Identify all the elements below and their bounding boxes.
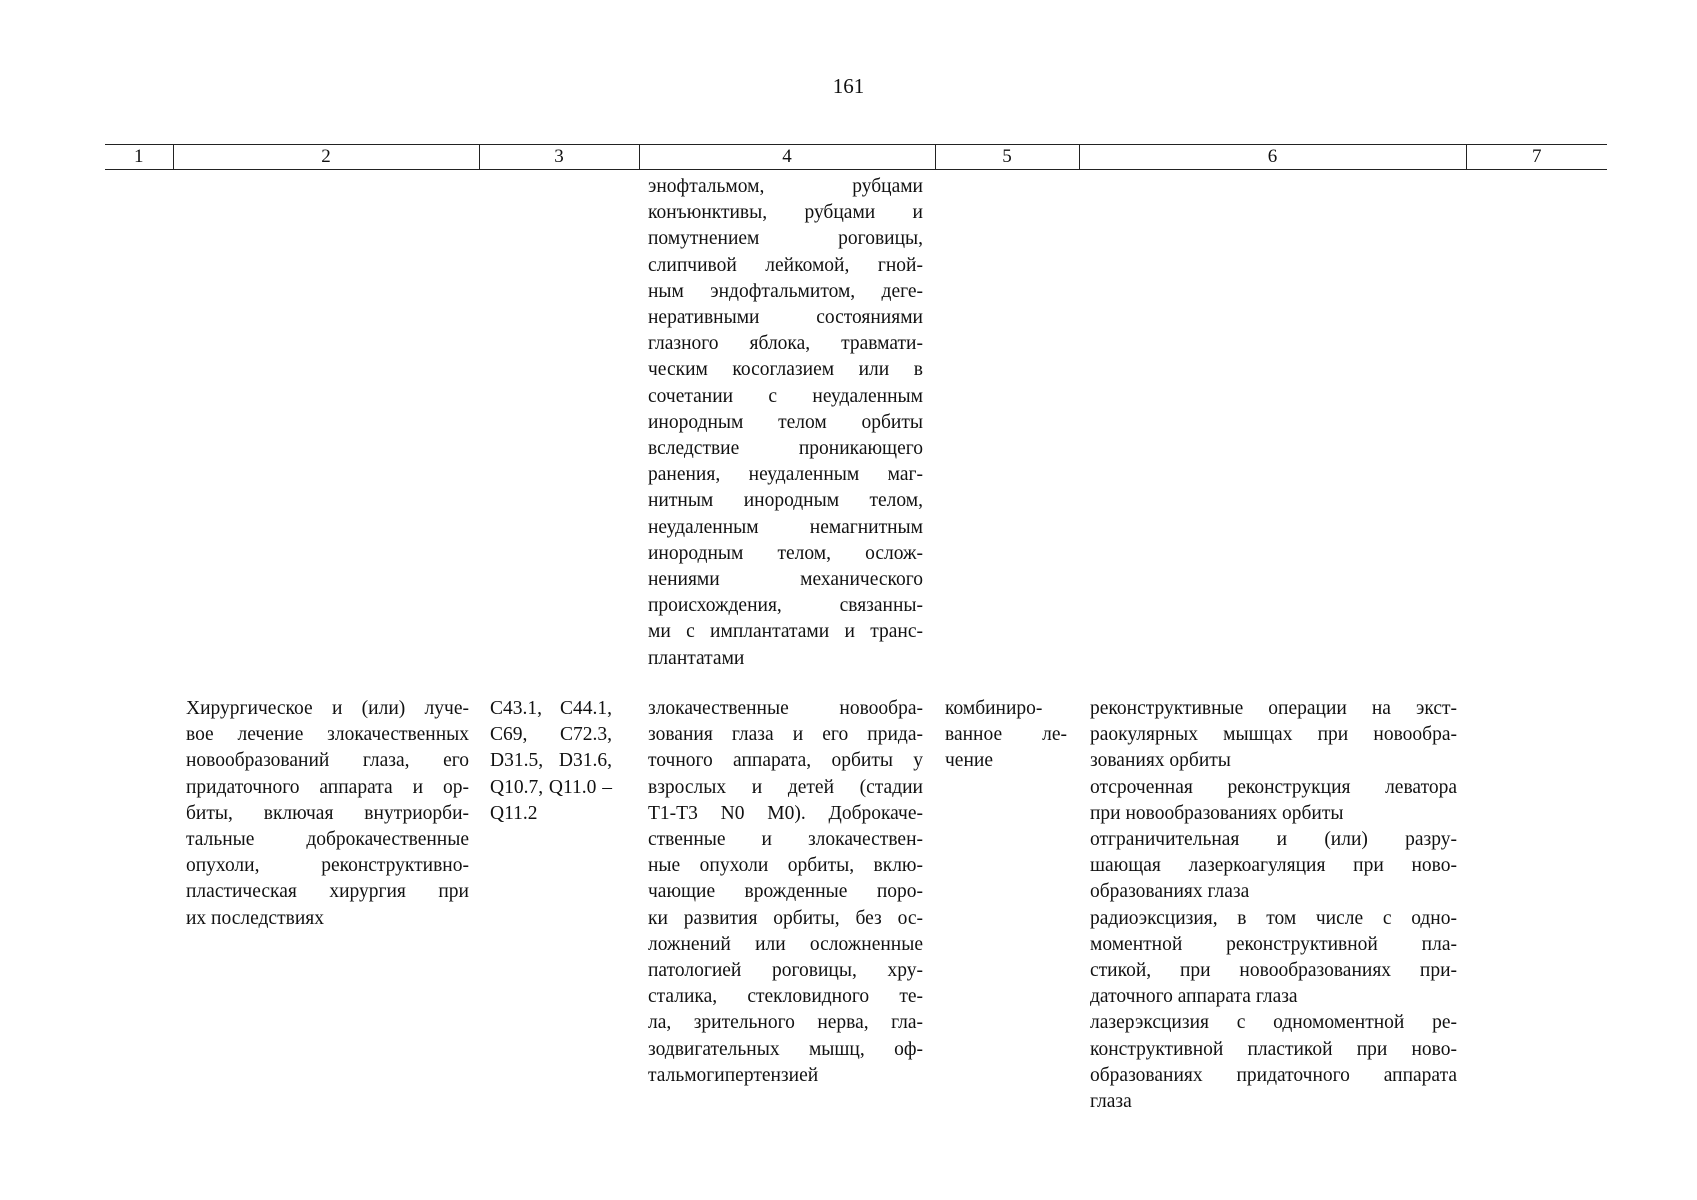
header-col-3: 3 bbox=[479, 145, 639, 170]
text-line: зодвигательных мышц, оф- bbox=[648, 1038, 923, 1060]
column-number-header bbox=[105, 144, 1607, 170]
text-line: ным эндофтальмитом, деге- bbox=[648, 280, 923, 302]
text-line: ческим косоглазием или в bbox=[648, 359, 923, 381]
header-col-4: 4 bbox=[639, 145, 935, 170]
text-line: плантатами bbox=[648, 647, 745, 669]
icd-codes-text bbox=[490, 696, 612, 827]
treatment-method-item bbox=[1090, 827, 1457, 906]
header-col-2: 2 bbox=[173, 145, 479, 170]
text-line: шающая лазеркоагуляция при ново- bbox=[1090, 855, 1457, 877]
text-line: помутнением роговицы, bbox=[648, 228, 923, 250]
treatment-method-item bbox=[1090, 1010, 1457, 1115]
text-line: пластическая хирургия при bbox=[186, 881, 469, 903]
text-line: неудаленным немагнитным bbox=[648, 516, 923, 538]
text-line: сочетании с неудаленным bbox=[648, 385, 923, 407]
text-line: ственные и злокачествен- bbox=[648, 829, 923, 851]
diagnosis-text bbox=[648, 696, 923, 1089]
header-col-7: 7 bbox=[1466, 145, 1607, 170]
text-line: C69, C72.3, bbox=[490, 724, 612, 746]
text-line: сталика, стекловидного те- bbox=[648, 986, 923, 1008]
text-line: отграничительная и (или) разру- bbox=[1090, 829, 1457, 851]
text-line: отсроченная реконструкция леватора bbox=[1090, 776, 1457, 798]
text-line: взрослых и детей (стадии bbox=[648, 776, 923, 798]
text-line: происхождения, связанны- bbox=[648, 595, 923, 617]
text-line: опухоли, реконструктивно- bbox=[186, 855, 469, 877]
treatment-method-item bbox=[1090, 906, 1457, 1011]
text-line: реконструктивные операции на экст- bbox=[1090, 698, 1457, 719]
text-line: злокачественные новообра- bbox=[648, 698, 923, 719]
text-line: даточного аппарата глаза bbox=[1090, 986, 1298, 1008]
header-col-5: 5 bbox=[935, 145, 1079, 170]
text-line: нитным инородным телом, bbox=[648, 490, 923, 512]
text-line: инородным телом орбиты bbox=[648, 411, 923, 433]
text-line: радиоэксцизия, в том числе с одно- bbox=[1090, 907, 1457, 929]
treatment-methods-list bbox=[1090, 696, 1457, 1115]
text-line: патологией роговицы, хру- bbox=[648, 960, 923, 982]
text-line: тальмогипертензией bbox=[648, 1064, 819, 1086]
text-line: вследствие проникающего bbox=[648, 438, 923, 460]
text-line: ла, зрительного нерва, гла- bbox=[648, 1012, 923, 1034]
header-col-6: 6 bbox=[1079, 145, 1466, 170]
text-line: зования глаза и его прида- bbox=[648, 724, 923, 746]
text-line: биты, включая внутриорби- bbox=[186, 802, 469, 824]
text-line: зованиях орбиты bbox=[1090, 750, 1231, 772]
text-line: неративными состояниями bbox=[648, 307, 923, 329]
text-line: моментной реконструктивной пла- bbox=[1090, 933, 1457, 955]
treatment-type-text bbox=[186, 696, 469, 932]
text-line: D31.5, D31.6, bbox=[490, 750, 612, 772]
text-line: нениями механического bbox=[648, 569, 923, 591]
text-line: конструктивной пластикой при ново- bbox=[1090, 1038, 1457, 1060]
text-line: Q10.7, Q11.0 – bbox=[490, 776, 612, 798]
text-line: новообразований глаза, его bbox=[186, 750, 469, 772]
treatment-method-item bbox=[1090, 775, 1457, 827]
text-line: Q11.2 bbox=[490, 802, 538, 824]
text-line: C43.1, C44.1, bbox=[490, 698, 612, 719]
text-line: энофтальмом, рубцами bbox=[648, 176, 923, 197]
text-line: их последствиях bbox=[186, 907, 324, 929]
text-line: ложнений или осложненные bbox=[648, 933, 923, 955]
text-line: инородным телом, ослож- bbox=[648, 542, 923, 564]
text-line: ные опухоли орбиты, вклю- bbox=[648, 855, 923, 877]
text-line: стикой, при новообразованиях при- bbox=[1090, 960, 1457, 982]
text-line: ки развития орбиты, без ос- bbox=[648, 907, 923, 929]
text-line: точного аппарата, орбиты у bbox=[648, 750, 923, 772]
treatment-kind-text bbox=[945, 696, 1067, 775]
header-col-1: 1 bbox=[105, 145, 173, 170]
text-line: конъюнктивы, рубцами и bbox=[648, 202, 923, 224]
text-line: комбиниро- bbox=[945, 698, 1043, 719]
text-line: глаза bbox=[1090, 1091, 1132, 1113]
text-line: ванное ле- bbox=[945, 724, 1067, 746]
text-line: придаточного аппарата и ор- bbox=[186, 776, 469, 798]
text-line: тальные доброкачественные bbox=[186, 829, 469, 851]
text-line: глазного яблока, травмати- bbox=[648, 333, 923, 355]
continuation-diagnosis-text bbox=[648, 174, 923, 672]
page-number: 161 bbox=[832, 74, 865, 98]
text-line: слипчивой лейкомой, гной- bbox=[648, 254, 923, 276]
text-line: раокулярных мышцах при новообра- bbox=[1090, 724, 1457, 746]
text-line: чающие врожденные поро- bbox=[648, 881, 923, 903]
text-line: вое лечение злокачественных bbox=[186, 724, 469, 746]
text-line: образованиях глаза bbox=[1090, 881, 1250, 903]
text-line: T1-T3 N0 M0). Доброкаче- bbox=[648, 802, 923, 824]
text-line: чение bbox=[945, 750, 993, 772]
treatment-method-item bbox=[1090, 696, 1457, 775]
text-line: Хирургическое и (или) луче- bbox=[186, 698, 469, 719]
text-line: ранения, неудаленным маг- bbox=[648, 464, 923, 486]
text-line: при новообразованиях орбиты bbox=[1090, 802, 1344, 824]
text-line: лазерэксцизия с одномоментной ре- bbox=[1090, 1012, 1457, 1034]
text-line: образованиях придаточного аппарата bbox=[1090, 1064, 1457, 1086]
text-line: ми с имплантатами и транс- bbox=[648, 621, 923, 643]
